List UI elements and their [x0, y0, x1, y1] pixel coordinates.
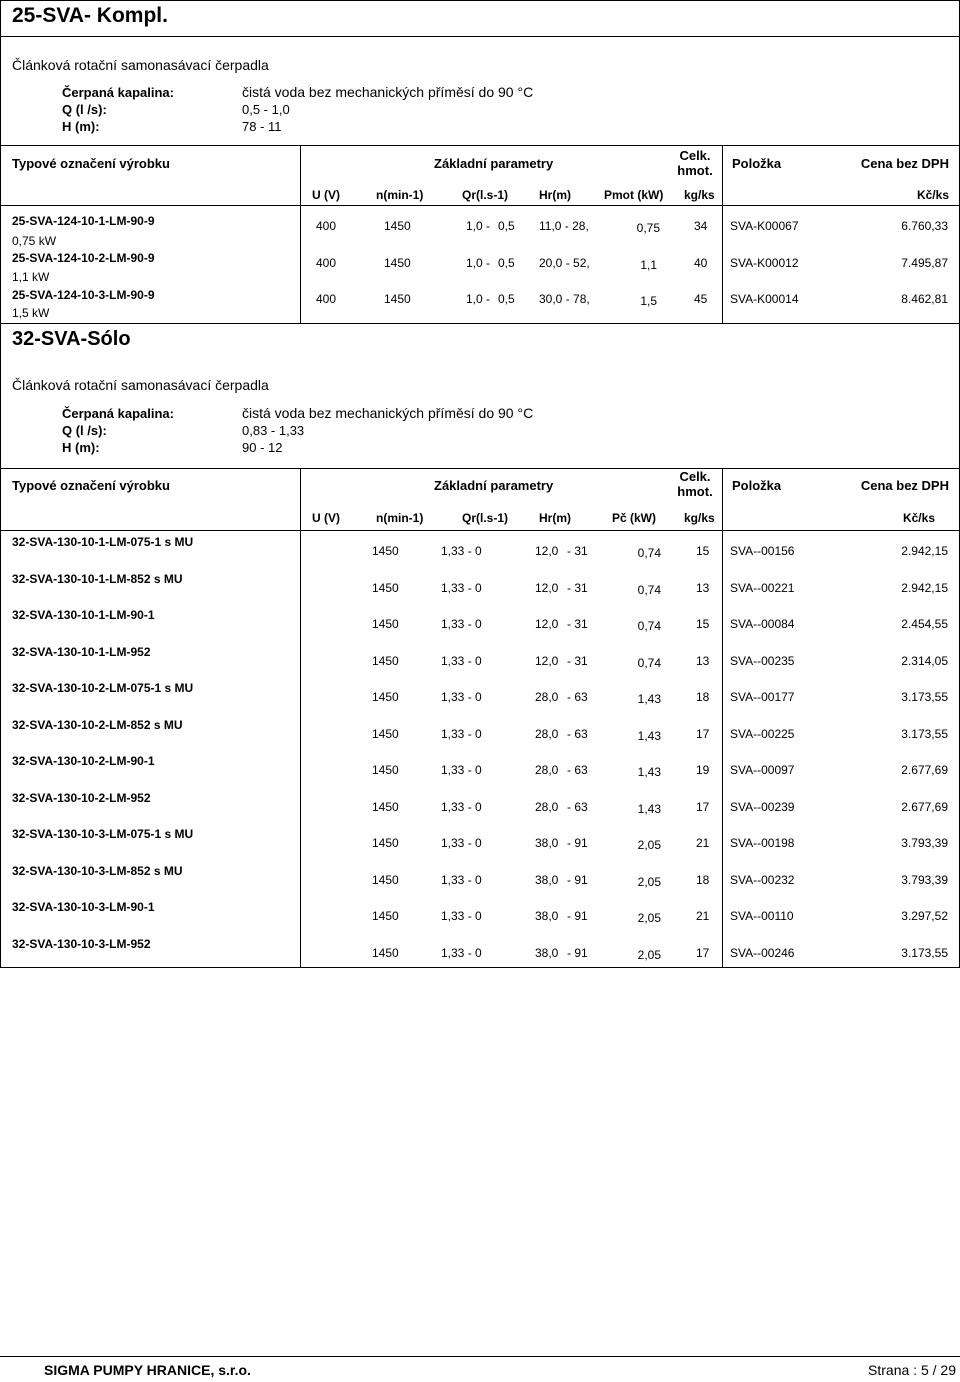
model-power: 0,75 kW — [12, 234, 57, 248]
cell-item: SVA--00235 — [730, 653, 795, 668]
type-header: Typové označení výrobku — [12, 156, 170, 171]
col-kc: Kč/ks — [916, 188, 949, 202]
cell-q: 1,33 - 0 — [441, 617, 482, 631]
cell-item: SVA-K00067 — [730, 219, 799, 233]
cell-p: 0,74 — [637, 619, 661, 633]
cell-p: 1,1 — [640, 258, 657, 272]
cell-n: 1450 — [384, 256, 411, 270]
cell-price: 7.495,87 — [901, 256, 948, 270]
cell-price: 2.677,69 — [901, 799, 948, 814]
col-q: Qr(l.s-1) — [462, 511, 509, 525]
price-header: Cena bez DPH — [860, 478, 949, 493]
table-row — [0, 827, 960, 852]
divider — [0, 205, 960, 206]
h-label: H (m): — [62, 440, 100, 455]
cell-name: 32-SVA-130-10-2-LM-075-1 s MU — [12, 681, 194, 695]
cell-n: 1450 — [372, 945, 399, 960]
liquid-label: Čerpaná kapalina: — [62, 85, 174, 100]
table-row — [0, 535, 960, 560]
col-q: Qr(l.s-1) — [462, 188, 509, 202]
cell-n: 1450 — [372, 872, 399, 887]
cell-kg: 40 — [694, 256, 708, 270]
h-value: 90 - 12 — [242, 440, 283, 455]
type-header: Typové označení výrobku — [12, 478, 170, 493]
h-value: 78 - 11 — [242, 119, 282, 134]
cell-name: 32-SVA-130-10-3-LM-852 s MU — [12, 863, 183, 878]
cell-price: 2.677,69 — [901, 763, 948, 777]
cell-h1: 38,0 — [535, 945, 559, 960]
cell-q: 1,33 - 0 — [441, 690, 482, 704]
cell-name: 32-SVA-130-10-2-LM-952 — [12, 790, 151, 805]
params-header: Základní parametry — [434, 478, 554, 493]
cell-price: 2.454,55 — [901, 617, 948, 631]
section-title: 32-SVA-Sólo — [12, 328, 131, 350]
cell-q: 1,33 - 0 — [441, 872, 482, 887]
divider — [0, 967, 960, 968]
cell-q1: 1,0 - — [466, 292, 491, 306]
cell-u: 400 — [316, 256, 337, 270]
table-row — [0, 790, 960, 816]
col-kc: Kč/ks — [902, 511, 935, 525]
q-label: Q (l /s): — [62, 102, 107, 117]
cell-u: 400 — [316, 292, 337, 306]
weight-header — [675, 148, 715, 178]
item-header: Položka — [732, 478, 782, 493]
cell-h: 30,0 - 78, — [539, 292, 590, 306]
model-name: 25-SVA-124-10-2-LM-90-9 — [12, 251, 155, 265]
cell-h1: 38,0 — [535, 872, 559, 887]
cell-q: 1,33 - 0 — [441, 836, 482, 850]
cell-item: SVA-K00012 — [730, 256, 799, 270]
cell-n: 1450 — [372, 653, 399, 668]
cell-name: 32-SVA-130-10-3-LM-075-1 s MU — [12, 827, 194, 841]
cell-kg: 21 — [696, 836, 710, 850]
cell-price: 2.942,15 — [901, 580, 948, 595]
cell-n: 1450 — [372, 580, 399, 595]
cell-kg: 15 — [696, 617, 710, 631]
cell-u: 400 — [316, 219, 337, 233]
cell-name: 32-SVA-130-10-1-LM-075-1 s MU — [12, 535, 194, 549]
cell-h1: 12,0 — [535, 617, 559, 631]
cell-h2: - 63 — [567, 690, 588, 704]
cell-h1: 12,0 — [535, 544, 559, 558]
h-label: H (m): — [62, 119, 100, 134]
cell-price: 6.760,33 — [901, 219, 948, 233]
cell-item: SVA--00232 — [730, 872, 795, 887]
cell-item: SVA--00221 — [730, 580, 795, 595]
col-n: n(min-1) — [376, 188, 424, 202]
section-heading: Článková rotační samonasávací čerpadla — [12, 377, 269, 393]
cell-n: 1450 — [372, 690, 399, 704]
weight-header-line2: hmot. — [677, 484, 713, 499]
table-row — [0, 256, 960, 276]
liquid-value: čistá voda bez mechanických příměsí do 90 °C — [242, 84, 534, 100]
cell-n: 1450 — [372, 617, 399, 631]
table-row — [0, 608, 960, 633]
cell-h1: 12,0 — [535, 580, 559, 595]
table-row — [0, 571, 960, 597]
cell-item: SVA--00177 — [730, 690, 795, 704]
cell-p: 0,74 — [637, 582, 661, 597]
cell-p: 1,43 — [637, 692, 661, 706]
table-row — [0, 292, 960, 312]
cell-kg: 17 — [696, 799, 710, 814]
cell-q: 1,33 - 0 — [441, 909, 482, 923]
cell-h1: 12,0 — [535, 653, 559, 668]
table-row — [0, 681, 960, 706]
cell-price: 2.942,15 — [901, 544, 948, 558]
section-heading: Článková rotační samonasávací čerpadla — [12, 57, 269, 73]
cell-h1: 28,0 — [535, 763, 559, 777]
col-p: Pmot (kW) — [604, 188, 664, 202]
cell-price: 3.173,55 — [901, 945, 948, 960]
item-header: Položka — [732, 156, 782, 171]
table-row — [0, 863, 960, 889]
col-h: Hr(m) — [539, 188, 571, 202]
cell-kg: 17 — [696, 945, 710, 960]
cell-h2: - 63 — [567, 726, 588, 741]
cell-p: 0,74 — [637, 546, 661, 560]
col-kg: kg/ks — [684, 188, 715, 202]
cell-price: 3.793,39 — [901, 872, 948, 887]
cell-item: SVA--00110 — [730, 909, 794, 923]
model-power: 1,5 kW — [12, 306, 50, 320]
cell-kg: 18 — [696, 690, 710, 704]
cell-q2: 0,5 — [498, 219, 515, 233]
cell-item: SVA--00246 — [730, 945, 795, 960]
cell-h1: 28,0 — [535, 726, 559, 741]
cell-price: 3.173,55 — [901, 726, 948, 741]
cell-q: 1,33 - 0 — [441, 726, 482, 741]
footer-divider — [0, 1356, 960, 1357]
cell-kg: 18 — [696, 872, 710, 887]
cell-kg: 17 — [696, 726, 710, 741]
cell-h: 11,0 - 28, — [539, 219, 589, 233]
cell-h: 20,0 - 52, — [539, 256, 590, 270]
cell-h2: - 31 — [567, 617, 588, 631]
cell-q: 1,33 - 0 — [441, 544, 482, 558]
cell-p: 2,05 — [637, 911, 661, 925]
weight-header-line1: Celk. — [679, 148, 711, 163]
table-row — [0, 900, 960, 925]
cell-p: 1,43 — [637, 765, 661, 779]
cell-item: SVA--00225 — [730, 726, 795, 741]
cell-kg: 15 — [696, 544, 710, 558]
cell-h2: - 91 — [567, 836, 588, 850]
cell-q: 1,33 - 0 — [441, 799, 482, 814]
cell-name: 32-SVA-130-10-3-LM-952 — [12, 936, 151, 951]
cell-price: 3.173,55 — [901, 690, 948, 704]
cell-n: 1450 — [372, 799, 399, 814]
cell-item: SVA--00097 — [730, 763, 795, 777]
divider — [0, 0, 960, 1]
cell-n: 1450 — [384, 219, 411, 233]
cell-name: 32-SVA-130-10-1-LM-952 — [12, 644, 151, 659]
cell-h2: - 31 — [567, 544, 588, 558]
cell-item: SVA-K00014 — [730, 292, 799, 306]
cell-kg: 13 — [696, 653, 710, 668]
cell-kg: 13 — [696, 580, 710, 595]
divider — [0, 323, 960, 324]
footer-page: Strana : 5 / 29 — [868, 1362, 956, 1378]
cell-n: 1450 — [372, 544, 399, 558]
cell-q: 1,33 - 0 — [441, 945, 482, 960]
q-value: 0,83 - 1,33 — [242, 423, 305, 438]
col-kg: kg/ks — [684, 511, 715, 525]
price-header: Cena bez DPH — [860, 156, 949, 171]
divider — [0, 36, 960, 37]
cell-q: 1,33 - 0 — [441, 580, 482, 595]
divider — [0, 530, 960, 531]
col-p: Pč (kW) — [612, 511, 657, 525]
cell-n: 1450 — [372, 726, 399, 741]
cell-name: 32-SVA-130-10-1-LM-852 s MU — [12, 571, 183, 586]
cell-kg: 34 — [694, 219, 708, 233]
table-row — [0, 936, 960, 962]
cell-p: 2,05 — [637, 874, 661, 889]
divider — [0, 145, 960, 146]
weight-header — [675, 469, 715, 499]
cell-kg: 21 — [696, 909, 710, 923]
cell-n: 1450 — [372, 763, 399, 777]
cell-q: 1,33 - 0 — [441, 763, 482, 777]
cell-h1: 38,0 — [535, 909, 559, 923]
cell-name: 32-SVA-130-10-2-LM-852 s MU — [12, 717, 183, 732]
cell-h2: - 31 — [567, 580, 588, 595]
cell-price: 2.314,05 — [901, 653, 948, 668]
table-row — [0, 717, 960, 743]
divider — [0, 468, 960, 469]
cell-p: 0,74 — [637, 655, 661, 670]
col-u: U (V) — [312, 511, 340, 525]
cell-name: 32-SVA-130-10-2-LM-90-1 — [12, 754, 155, 768]
cell-h1: 28,0 — [535, 799, 559, 814]
cell-h2: - 91 — [567, 872, 588, 887]
model-power: 1,1 kW — [12, 270, 50, 284]
weight-header-line2: hmot. — [677, 163, 713, 178]
table-row — [0, 219, 960, 239]
cell-n: 1450 — [372, 836, 399, 850]
weight-header-line1: Celk. — [679, 469, 711, 484]
cell-n: 1450 — [372, 909, 399, 923]
cell-p: 2,05 — [637, 838, 661, 852]
cell-h1: 28,0 — [535, 690, 559, 704]
params-header: Základní parametry — [434, 156, 554, 171]
q-value: 0,5 - 1,0 — [242, 102, 290, 117]
cell-name: 32-SVA-130-10-1-LM-90-1 — [12, 608, 155, 622]
cell-p: 0,75 — [636, 221, 660, 235]
cell-price: 3.793,39 — [901, 836, 948, 850]
cell-item: SVA--00156 — [730, 544, 795, 558]
cell-kg: 45 — [694, 292, 708, 306]
cell-n: 1450 — [384, 292, 411, 306]
cell-h2: - 31 — [567, 653, 588, 668]
col-h: Hr(m) — [539, 511, 571, 525]
cell-h2: - 63 — [567, 799, 588, 814]
cell-p: 1,43 — [637, 801, 661, 816]
cell-name: 32-SVA-130-10-3-LM-90-1 — [12, 900, 155, 914]
cell-q1: 1,0 - — [466, 256, 491, 270]
cell-h2: - 91 — [567, 945, 588, 960]
liquid-label: Čerpaná kapalina: — [62, 406, 174, 421]
cell-h2: - 91 — [567, 909, 588, 923]
col-n: n(min-1) — [376, 511, 424, 525]
cell-h1: 38,0 — [535, 836, 559, 850]
cell-q1: 1,0 - — [466, 219, 491, 233]
model-name: 25-SVA-124-10-1-LM-90-9 — [12, 214, 155, 228]
page-title: 25-SVA- Kompl. — [12, 4, 168, 27]
cell-h2: - 63 — [567, 763, 588, 777]
model-name: 25-SVA-124-10-3-LM-90-9 — [12, 288, 155, 302]
cell-item: SVA--00198 — [730, 836, 795, 850]
cell-price: 8.462,81 — [901, 292, 948, 306]
cell-p: 2,05 — [637, 947, 661, 962]
table-row — [0, 644, 960, 670]
cell-item: SVA--00084 — [730, 617, 795, 631]
cell-q: 1,33 - 0 — [441, 653, 482, 668]
cell-kg: 19 — [696, 763, 710, 777]
col-u: U (V) — [312, 188, 340, 202]
cell-q2: 0,5 — [498, 292, 515, 306]
cell-q2: 0,5 — [498, 256, 515, 270]
table-row — [0, 754, 960, 779]
cell-p: 1,43 — [637, 728, 661, 743]
q-label: Q (l /s): — [62, 423, 107, 438]
cell-item: SVA--00239 — [730, 799, 795, 814]
cell-p: 1,5 — [640, 294, 657, 308]
liquid-value: čistá voda bez mechanických příměsí do 90 °C — [242, 405, 534, 421]
footer-company: SIGMA PUMPY HRANICE, s.r.o. — [44, 1362, 251, 1378]
cell-price: 3.297,52 — [901, 909, 948, 923]
